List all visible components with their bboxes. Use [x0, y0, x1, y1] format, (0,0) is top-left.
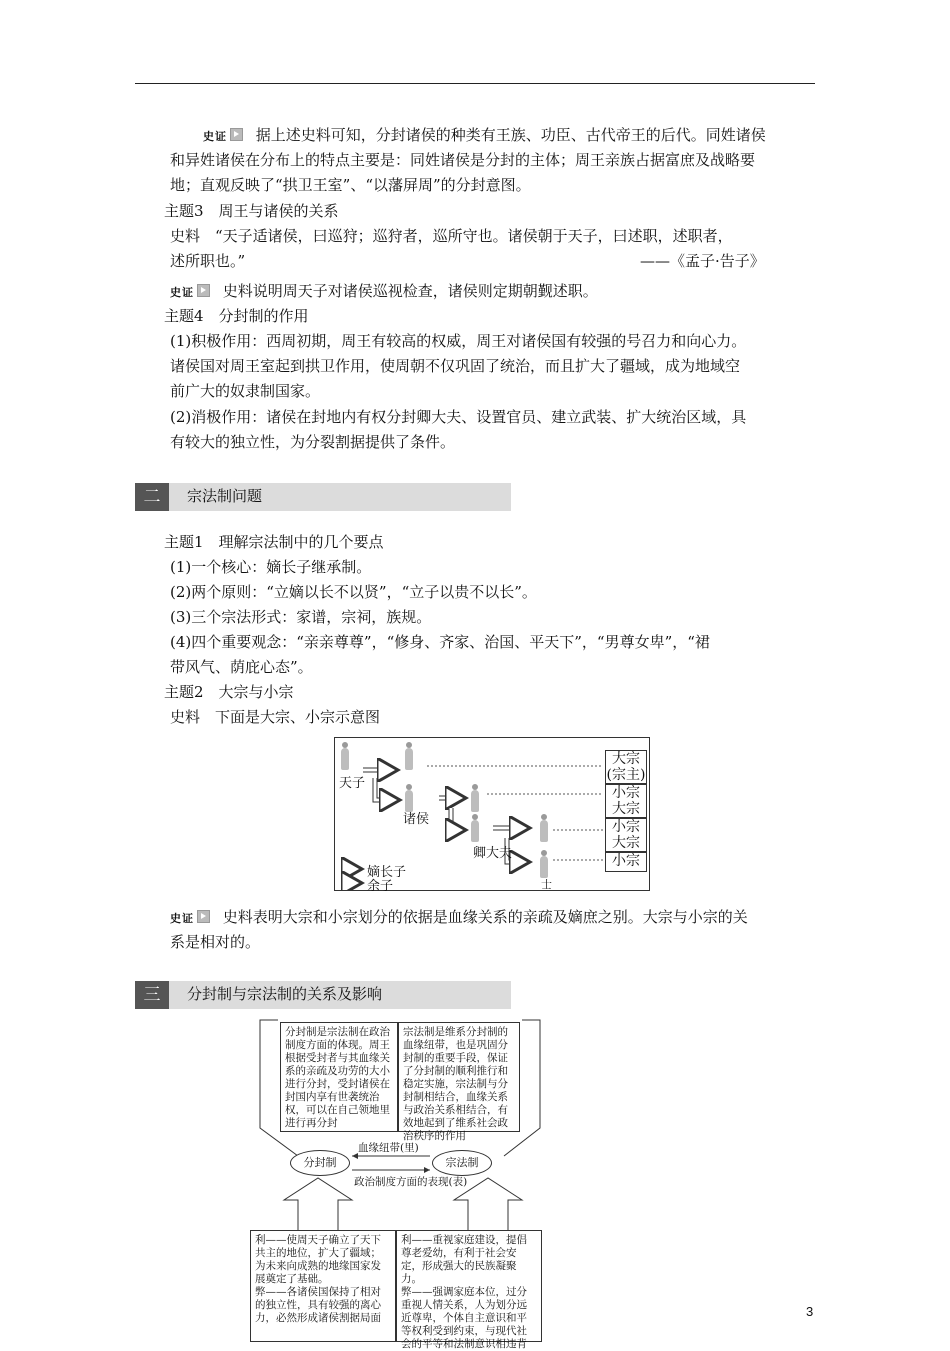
play-icon	[197, 284, 210, 297]
legend-yuzi: 余子	[367, 879, 394, 894]
relation-diagram	[250, 1018, 550, 1350]
figure-icon	[341, 748, 349, 770]
box-fenfeng-impact: 利——使周天子确立了天下共主的地位，扩大了疆域；为未来向成熟的地缘国家发展奠定了基础。 弊——各诸侯国保持了相对的独立性，具有较强的离心力，必然形成诸侯割据局面	[250, 1230, 396, 1342]
figure-icon	[405, 748, 413, 770]
source-line: 史料 “天子适诸侯，曰巡狩；巡狩者，巡所守也。诸侯朝于天子，曰述职，述职者，	[170, 227, 733, 245]
play-icon	[230, 128, 243, 141]
zongfa-diagram	[334, 737, 650, 894]
legend-dizhangzi: 嫡长子	[367, 865, 407, 880]
box-zongfa-impact: 利——重视家庭建设，提倡尊老爱幼，有利于社会安定，形成强大的民族凝聚力。 弊——强调家庭本位，过分重视人情关系，人为划分远近尊卑，个体自主意识和平等权利受到约束，与现代社会的平等和法制意识相违背	[396, 1230, 542, 1342]
paragraph-line: (1)积极作用：西周初期，周王有较高的权威，周王对诸侯国有较强的号召力和向心力。	[170, 332, 747, 350]
section-number: 三	[135, 981, 169, 1009]
evidence-line-1: 史证 据上述史料可知，分封诸侯的种类有王族、功臣、古代帝王的后代。同姓诸侯	[203, 126, 766, 144]
evidence-line-2: 史证 史料说明周天子对诸侯巡视检查，诸侯则定期朝觐述职。	[170, 282, 598, 300]
figure-icon	[540, 820, 548, 842]
topic-heading: 主题3 周王与诸侯的关系	[164, 202, 339, 220]
figure-icon	[540, 856, 548, 878]
paragraph-line: 系是相对的。	[170, 933, 261, 951]
paragraph-line: 有较大的独立性，为分裂割据提供了条件。	[170, 433, 456, 451]
topic-heading: 主题4 分封制的作用	[164, 307, 309, 325]
source-citation: ——《孟子·告子》	[640, 252, 765, 270]
source-line: 述所职也。”	[170, 252, 246, 270]
paragraph-line: 前广大的奴隶制国家。	[170, 382, 321, 400]
oval-zongfa: 宗法制	[432, 1150, 492, 1176]
section-title: 宗法制问题	[187, 487, 263, 505]
list-item: 带风气、荫庇心态”。	[170, 658, 313, 676]
arrow-label-bottom: 政治制度方面的表现(表)	[354, 1176, 468, 1188]
header-rule	[135, 83, 815, 84]
section-number: 二	[135, 483, 169, 511]
oval-fenfeng: 分封制	[290, 1150, 350, 1176]
paragraph-line: 和异姓诸侯在分布上的特点主要是：同姓诸侯是分封的主体；周王亲族占据富庶及战略要	[170, 151, 756, 169]
page-number: 3	[806, 1304, 814, 1319]
paragraph-line: (2)消极作用：诸侯在封地内有权分封卿大夫、设置官员、建立武装、扩大统治区域，具	[170, 408, 747, 426]
play-icon	[197, 910, 210, 923]
box-xiaozong: 小宗	[605, 852, 647, 872]
topic-heading: 主题2 大宗与小宗	[164, 683, 294, 701]
paragraph-line: 地；直观反映了“拱卫王室”、“以藩屏周”的分封意图。	[170, 176, 531, 194]
label-qingdafu: 卿大夫	[473, 846, 513, 861]
section-header	[135, 981, 511, 1009]
section-header	[135, 483, 511, 511]
list-item: (3)三个宗法形式：家谱，宗祠，族规。	[170, 608, 432, 626]
box-fenfeng-desc: 分封制是宗法制在政治制度方面的体现。周王根据受封者与其血缘关系的亲疏及功劳的大小进行分封，受封诸侯在封国内享有世袭统治权，可以在自己领地里进行再分封	[280, 1022, 398, 1132]
section-title: 分封制与宗法制的关系及影响	[187, 985, 383, 1003]
box-zongfa-desc: 宗法制是维系分封制的血缘纽带，也是巩固分封制的重要手段，保证了分封制的顺利推行和稳定实施，宗法制与分封制相结合，血缘关系与政治关系相结合，有效地起到了维系社会政治秩序的作用	[398, 1022, 520, 1132]
label-shi: 士	[541, 878, 552, 891]
list-item: (2)两个原则：“立嫡以长不以贤”，“立子以贵不以长”。	[170, 583, 537, 601]
list-item: (1)一个核心：嫡长子继承制。	[170, 558, 372, 576]
list-item: (4)四个重要观念：“亲亲尊尊”，“修身、齐家、治国、平天下”，“男尊女卑”，“裙	[170, 633, 710, 651]
label-zhuhou: 诸侯	[403, 812, 430, 827]
figure-icon	[471, 820, 479, 842]
source-line: 史料 下面是大宗、小宗示意图	[170, 708, 381, 726]
arrow-label-top: 血缘纽带(里)	[358, 1142, 419, 1154]
label-tianzi: 天子	[339, 776, 366, 791]
paragraph-line: 诸侯国对周王室起到拱卫作用，使周朝不仅巩固了统治，而且扩大了疆域，成为地域空	[170, 357, 741, 375]
evidence-tag: 史证	[203, 130, 227, 143]
topic-heading: 主题1 理解宗法制中的几个要点	[164, 533, 384, 551]
figure-icon	[471, 790, 479, 812]
box-dazong: 大宗 (宗主)	[606, 751, 646, 783]
box-xiaozong-dazong: 小宗 大宗	[605, 784, 647, 818]
box-xiaozong-dazong: 小宗 大宗	[605, 818, 647, 852]
evidence-line-3: 史证 史料表明大宗和小宗划分的依据是血缘关系的亲疏及嫡庶之别。大宗与小宗的关	[170, 908, 748, 926]
